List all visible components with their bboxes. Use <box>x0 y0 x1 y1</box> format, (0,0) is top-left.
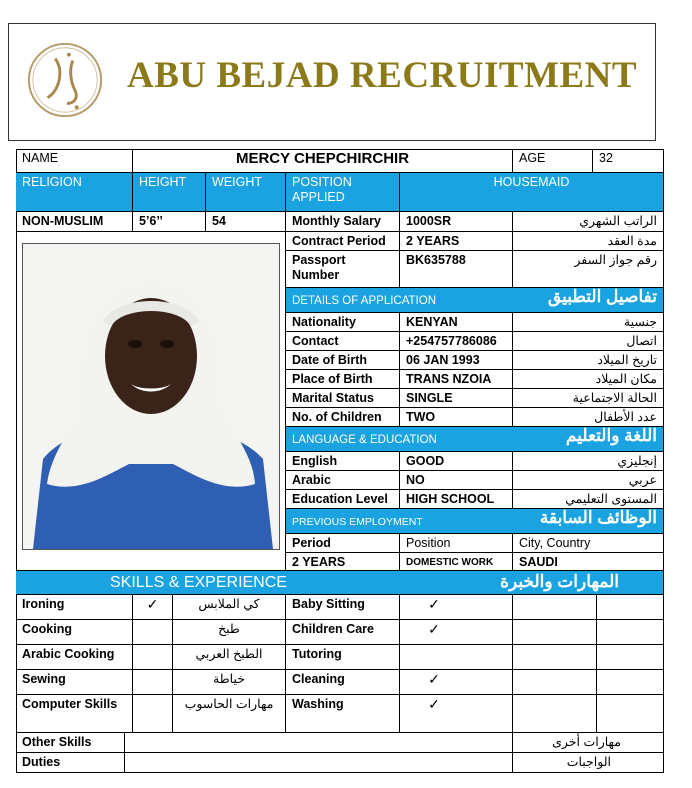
applicant-name: MERCY CHEPCHIRCHIR <box>133 149 513 173</box>
empty-cell <box>513 695 597 733</box>
portrait-image <box>23 244 279 549</box>
skill-check-icon: ✓ <box>400 595 513 620</box>
position-label: POSITION APPLIED <box>286 173 400 212</box>
education-value: HIGH SCHOOL <box>400 490 513 509</box>
skill-label: Arabic Cooking <box>16 645 133 670</box>
duties-label: Duties <box>16 753 125 773</box>
passport-label: Passport Number <box>286 251 400 288</box>
language-label-ar: إنجليزي <box>513 452 664 471</box>
employment-title: PREVIOUS EMPLOYMENT <box>292 516 423 528</box>
detail-value: +254757786086 <box>400 332 513 351</box>
applicant-photo <box>22 243 280 550</box>
passport-value: BK635788 <box>400 251 513 288</box>
skill-label: Computer Skills <box>16 695 133 733</box>
detail-label: Place of Birth <box>286 370 400 389</box>
skill-label: Cleaning <box>286 670 400 695</box>
language-label: English <box>286 452 400 471</box>
empty-cell <box>597 645 664 670</box>
skill-label: Tutoring <box>286 645 400 670</box>
empty-cell <box>513 645 597 670</box>
detail-label: Date of Birth <box>286 351 400 370</box>
company-name: ABU BEJAD RECRUITMENT <box>127 55 638 96</box>
skill-label: Children Care <box>286 620 400 645</box>
skill-check-icon <box>133 620 173 645</box>
education-label: Education Level <box>286 490 400 509</box>
contract-period-value: 2 YEARS <box>400 232 513 251</box>
detail-label: Marital Status <box>286 389 400 408</box>
empty-cell <box>597 670 664 695</box>
detail-label-ar: عدد الأطفال <box>513 408 664 427</box>
other-skills-label-ar: مهارات أخرى <box>513 733 664 753</box>
language-title: LANGUAGE & EDUCATION <box>292 434 437 446</box>
employment-period: 2 YEARS <box>286 553 400 571</box>
contract-period-label-ar: مدة العقد <box>513 232 664 251</box>
skills-heading <box>16 571 664 595</box>
empty-cell <box>513 595 597 620</box>
height-label: HEIGHT <box>133 173 206 212</box>
skill-check-icon: ✓ <box>133 595 173 620</box>
skill-label-ar: كي الملابس <box>173 595 286 620</box>
skill-label: Cooking <box>16 620 133 645</box>
detail-value: KENYAN <box>400 313 513 332</box>
skill-check-icon <box>133 645 173 670</box>
detail-label: Contact <box>286 332 400 351</box>
other-skills-value <box>125 733 513 753</box>
passport-label-ar: رقم جواز السفر <box>513 251 664 288</box>
detail-label-ar: جنسية <box>513 313 664 332</box>
detail-label: No. of Children <box>286 408 400 427</box>
position-value: HOUSEMAID <box>400 173 664 212</box>
religion-label: RELIGION <box>16 173 133 212</box>
empty-cell <box>513 620 597 645</box>
skill-label: Sewing <box>16 670 133 695</box>
detail-value: TWO <box>400 408 513 427</box>
detail-value: TRANS NZOIA <box>400 370 513 389</box>
language-value: NO <box>400 471 513 490</box>
details-title: DETAILS OF APPLICATION <box>292 295 436 307</box>
skill-label-ar: طبخ <box>173 620 286 645</box>
empty-cell <box>597 695 664 733</box>
contract-period-label: Contract Period <box>286 232 400 251</box>
skill-check-icon <box>133 695 173 733</box>
employment-title-ar: الوظائف السابقة <box>539 509 657 527</box>
detail-label: Nationality <box>286 313 400 332</box>
employment-period-header: Period <box>286 534 400 553</box>
employment-position: DOMESTIC WORK <box>400 553 513 571</box>
salary-value: 1000SR <box>400 212 513 232</box>
weight-label: WEIGHT <box>206 173 286 212</box>
employment-heading <box>286 509 664 534</box>
language-title-ar: اللغة والتعليم <box>565 427 657 445</box>
skill-label: Baby Sitting <box>286 595 400 620</box>
detail-label-ar: تاريخ الميلاد <box>513 351 664 370</box>
language-heading <box>286 427 664 452</box>
company-logo <box>26 41 104 119</box>
salary-label: Monthly Salary <box>286 212 400 232</box>
weight-value: 54 <box>206 212 286 232</box>
detail-label-ar: اتصال <box>513 332 664 351</box>
skill-check-icon <box>400 645 513 670</box>
height-value: 5’6’’ <box>133 212 206 232</box>
empty-cell <box>513 670 597 695</box>
skill-check-icon <box>133 670 173 695</box>
employment-city: SAUDI <box>513 553 664 571</box>
empty-cell <box>597 595 664 620</box>
skill-check-icon: ✓ <box>400 620 513 645</box>
skill-check-icon: ✓ <box>400 695 513 733</box>
empty-cell <box>597 620 664 645</box>
language-value: GOOD <box>400 452 513 471</box>
skills-title: SKILLS & EXPERIENCE <box>110 574 287 591</box>
name-label: NAME <box>16 149 133 173</box>
religion-value: NON-MUSLIM <box>16 212 133 232</box>
education-label-ar: المستوى التعليمي <box>513 490 664 509</box>
skill-label-ar: خياطة <box>173 670 286 695</box>
detail-value: 06 JAN 1993 <box>400 351 513 370</box>
age-value: 32 <box>593 149 664 173</box>
age-label: AGE <box>513 149 593 173</box>
language-label-ar: عربي <box>513 471 664 490</box>
skill-label-ar: الطبخ العربي <box>173 645 286 670</box>
duties-value <box>125 753 513 773</box>
skill-label: Ironing <box>16 595 133 620</box>
details-title-ar: تفاصيل التطبيق <box>547 288 657 306</box>
skills-title-ar: المهارات والخبرة <box>500 572 619 591</box>
skill-label: Washing <box>286 695 400 733</box>
header-banner <box>8 23 656 141</box>
employment-position-header: Position <box>400 534 513 553</box>
details-heading <box>286 288 664 313</box>
other-skills-label: Other Skills <box>16 733 125 753</box>
detail-value: SINGLE <box>400 389 513 408</box>
skill-label-ar: مهارات الحاسوب <box>173 695 286 733</box>
detail-label-ar: الحالة الاجتماعية <box>513 389 664 408</box>
employment-city-header: City, Country <box>513 534 664 553</box>
language-label: Arabic <box>286 471 400 490</box>
skill-check-icon: ✓ <box>400 670 513 695</box>
salary-label-ar: الراتب الشهري <box>513 212 664 232</box>
duties-label-ar: الواجبات <box>513 753 664 773</box>
detail-label-ar: مكان الميلاد <box>513 370 664 389</box>
